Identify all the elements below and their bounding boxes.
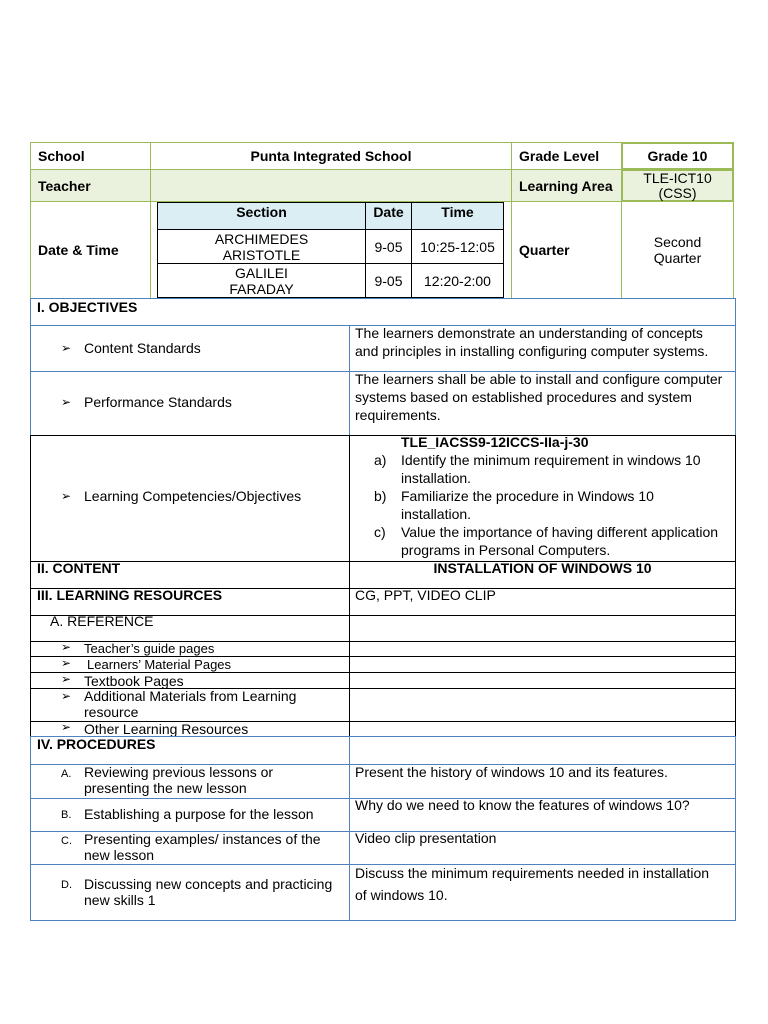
quarter-line1: Second xyxy=(653,234,702,250)
section-name: ARCHIMEDES xyxy=(214,230,309,247)
content-title: II. CONTENT xyxy=(37,560,121,576)
procedure-value: Discuss the minimum requirements needed in installation xyxy=(355,865,710,881)
procedure-value: of windows 10. xyxy=(355,887,448,903)
resource-row xyxy=(30,672,350,689)
list-text: installation. xyxy=(401,506,472,522)
arrowhead-bullet-icon: ➢ xyxy=(61,656,72,670)
arrowhead-bullet-icon: ➢ xyxy=(61,489,72,503)
procedure-label: new lesson xyxy=(84,847,155,863)
competency-list xyxy=(374,451,732,559)
performance-standards-line2: systems based on established procedures and system xyxy=(355,389,692,405)
content-value: INSTALLATION OF WINDOWS 10 xyxy=(433,560,652,576)
section-name: ARISTOTLE xyxy=(222,246,301,263)
teachers-guide-label: Teacher’s guide pages xyxy=(84,641,215,656)
list-item xyxy=(374,523,732,559)
teacher-value xyxy=(150,169,512,202)
performance-standards-label: Performance Standards xyxy=(84,394,232,410)
section-row-2-date: 9-05 xyxy=(365,263,412,298)
procedure-label: new skills 1 xyxy=(84,892,156,908)
procedure-label: Establishing a purpose for the lesson xyxy=(84,806,314,822)
resource-row-value xyxy=(349,641,736,657)
section-name: FARADAY xyxy=(229,280,294,297)
resource-row-value xyxy=(349,656,736,673)
performance-standards-line1: The learners shall be able to install and configure computer xyxy=(355,371,723,387)
section-row-1-section xyxy=(157,229,366,264)
quarter-value xyxy=(621,201,734,299)
arrowhead-bullet-icon: ➢ xyxy=(61,720,72,734)
list-text: Familiarize the procedure in Windows 10 xyxy=(401,488,654,504)
reference-label: A. REFERENCE xyxy=(50,613,154,629)
procedure-label: Presenting examples/ instances of the xyxy=(84,831,321,847)
learning-area-line2: (CSS) xyxy=(658,184,697,201)
list-text: Value the importance of having different application xyxy=(401,524,719,540)
school-value: Punta Integrated School xyxy=(150,142,512,170)
list-marker: a) xyxy=(374,452,387,468)
section-header: Section xyxy=(157,202,366,230)
procedures-value-cell xyxy=(349,736,736,765)
section-row-1-time: 10:25-12:05 xyxy=(411,229,504,264)
resource-row-value xyxy=(349,672,736,689)
learning-area-label: Learning Area xyxy=(511,169,622,202)
arrowhead-bullet-icon: ➢ xyxy=(61,395,72,409)
list-text: programs in Personal Computers. xyxy=(401,542,611,558)
teacher-label: Teacher xyxy=(30,169,151,202)
procedure-value: Present the history of windows 10 and its features. xyxy=(355,764,668,780)
procedure-value: Why do we need to know the features of windows 10? xyxy=(355,797,690,813)
reference-value-cell xyxy=(349,615,736,642)
procedure-label: Discussing new concepts and practicing xyxy=(84,876,333,892)
procedure-marker: A. xyxy=(61,768,72,780)
list-item xyxy=(374,487,732,523)
additional-materials-line2: resource xyxy=(84,704,139,720)
quarter-line2: Quarter xyxy=(653,250,702,266)
other-resources-label: Other Learning Resources xyxy=(84,721,249,737)
content-standards-line1: The learners demonstrate an understanding of concepts xyxy=(355,325,703,341)
content-standards-label: Content Standards xyxy=(84,340,201,356)
procedure-label: Reviewing previous lessons or xyxy=(84,764,274,780)
list-text: Identify the minimum requirement in windows 10 xyxy=(401,452,701,468)
procedure-marker: D. xyxy=(61,879,72,891)
list-text: installation. xyxy=(401,470,472,486)
resources-value: CG, PPT, VIDEO CLIP xyxy=(355,587,496,603)
additional-materials-line1: Additional Materials from Learning xyxy=(84,688,297,704)
performance-standards-line3: requirements. xyxy=(355,407,441,423)
competency-code: TLE_IACSS9-12ICCS-IIa-j-30 xyxy=(401,434,589,450)
arrowhead-bullet-icon: ➢ xyxy=(61,341,72,355)
arrowhead-bullet-icon: ➢ xyxy=(61,672,72,686)
objectives-title: I. OBJECTIVES xyxy=(37,299,138,315)
learners-material-label: Learners’ Material Pages xyxy=(87,657,232,672)
grade-level-label: Grade Level xyxy=(511,142,622,170)
procedure-marker: B. xyxy=(61,809,72,821)
arrowhead-bullet-icon: ➢ xyxy=(61,640,72,654)
resources-title: III. LEARNING RESOURCES xyxy=(37,587,223,603)
list-marker: c) xyxy=(374,524,386,540)
school-label: School xyxy=(30,142,151,170)
grade-level-value: Grade 10 xyxy=(621,142,734,170)
section-row-2-section xyxy=(157,263,366,298)
time-header: Time xyxy=(411,202,504,230)
competencies-label: Learning Competencies/Objectives xyxy=(84,488,302,504)
procedure-value: Video clip presentation xyxy=(355,830,497,846)
learning-area-line1: TLE-ICT10 xyxy=(643,169,712,186)
list-marker: b) xyxy=(374,488,387,504)
date-time-label: Date & Time xyxy=(30,201,151,299)
resource-row-value xyxy=(349,721,736,737)
section-row-2-time: 12:20-2:00 xyxy=(411,263,504,298)
date-header: Date xyxy=(365,202,412,230)
learning-area-value xyxy=(621,169,734,202)
procedure-row xyxy=(30,864,350,921)
procedure-marker: C. xyxy=(61,835,72,847)
procedure-label: presenting the new lesson xyxy=(84,780,247,796)
section-row-1-date: 9-05 xyxy=(365,229,412,264)
list-item xyxy=(374,451,732,487)
textbook-label: Textbook Pages xyxy=(84,673,184,689)
quarter-label: Quarter xyxy=(511,201,622,299)
section-name: GALILEI xyxy=(235,264,288,281)
resource-row-value xyxy=(349,688,736,722)
content-standards-line2: and principles in installing configuring computer systems. xyxy=(355,343,709,359)
procedures-title: IV. PROCEDURES xyxy=(37,736,156,752)
arrowhead-bullet-icon: ➢ xyxy=(61,689,72,703)
